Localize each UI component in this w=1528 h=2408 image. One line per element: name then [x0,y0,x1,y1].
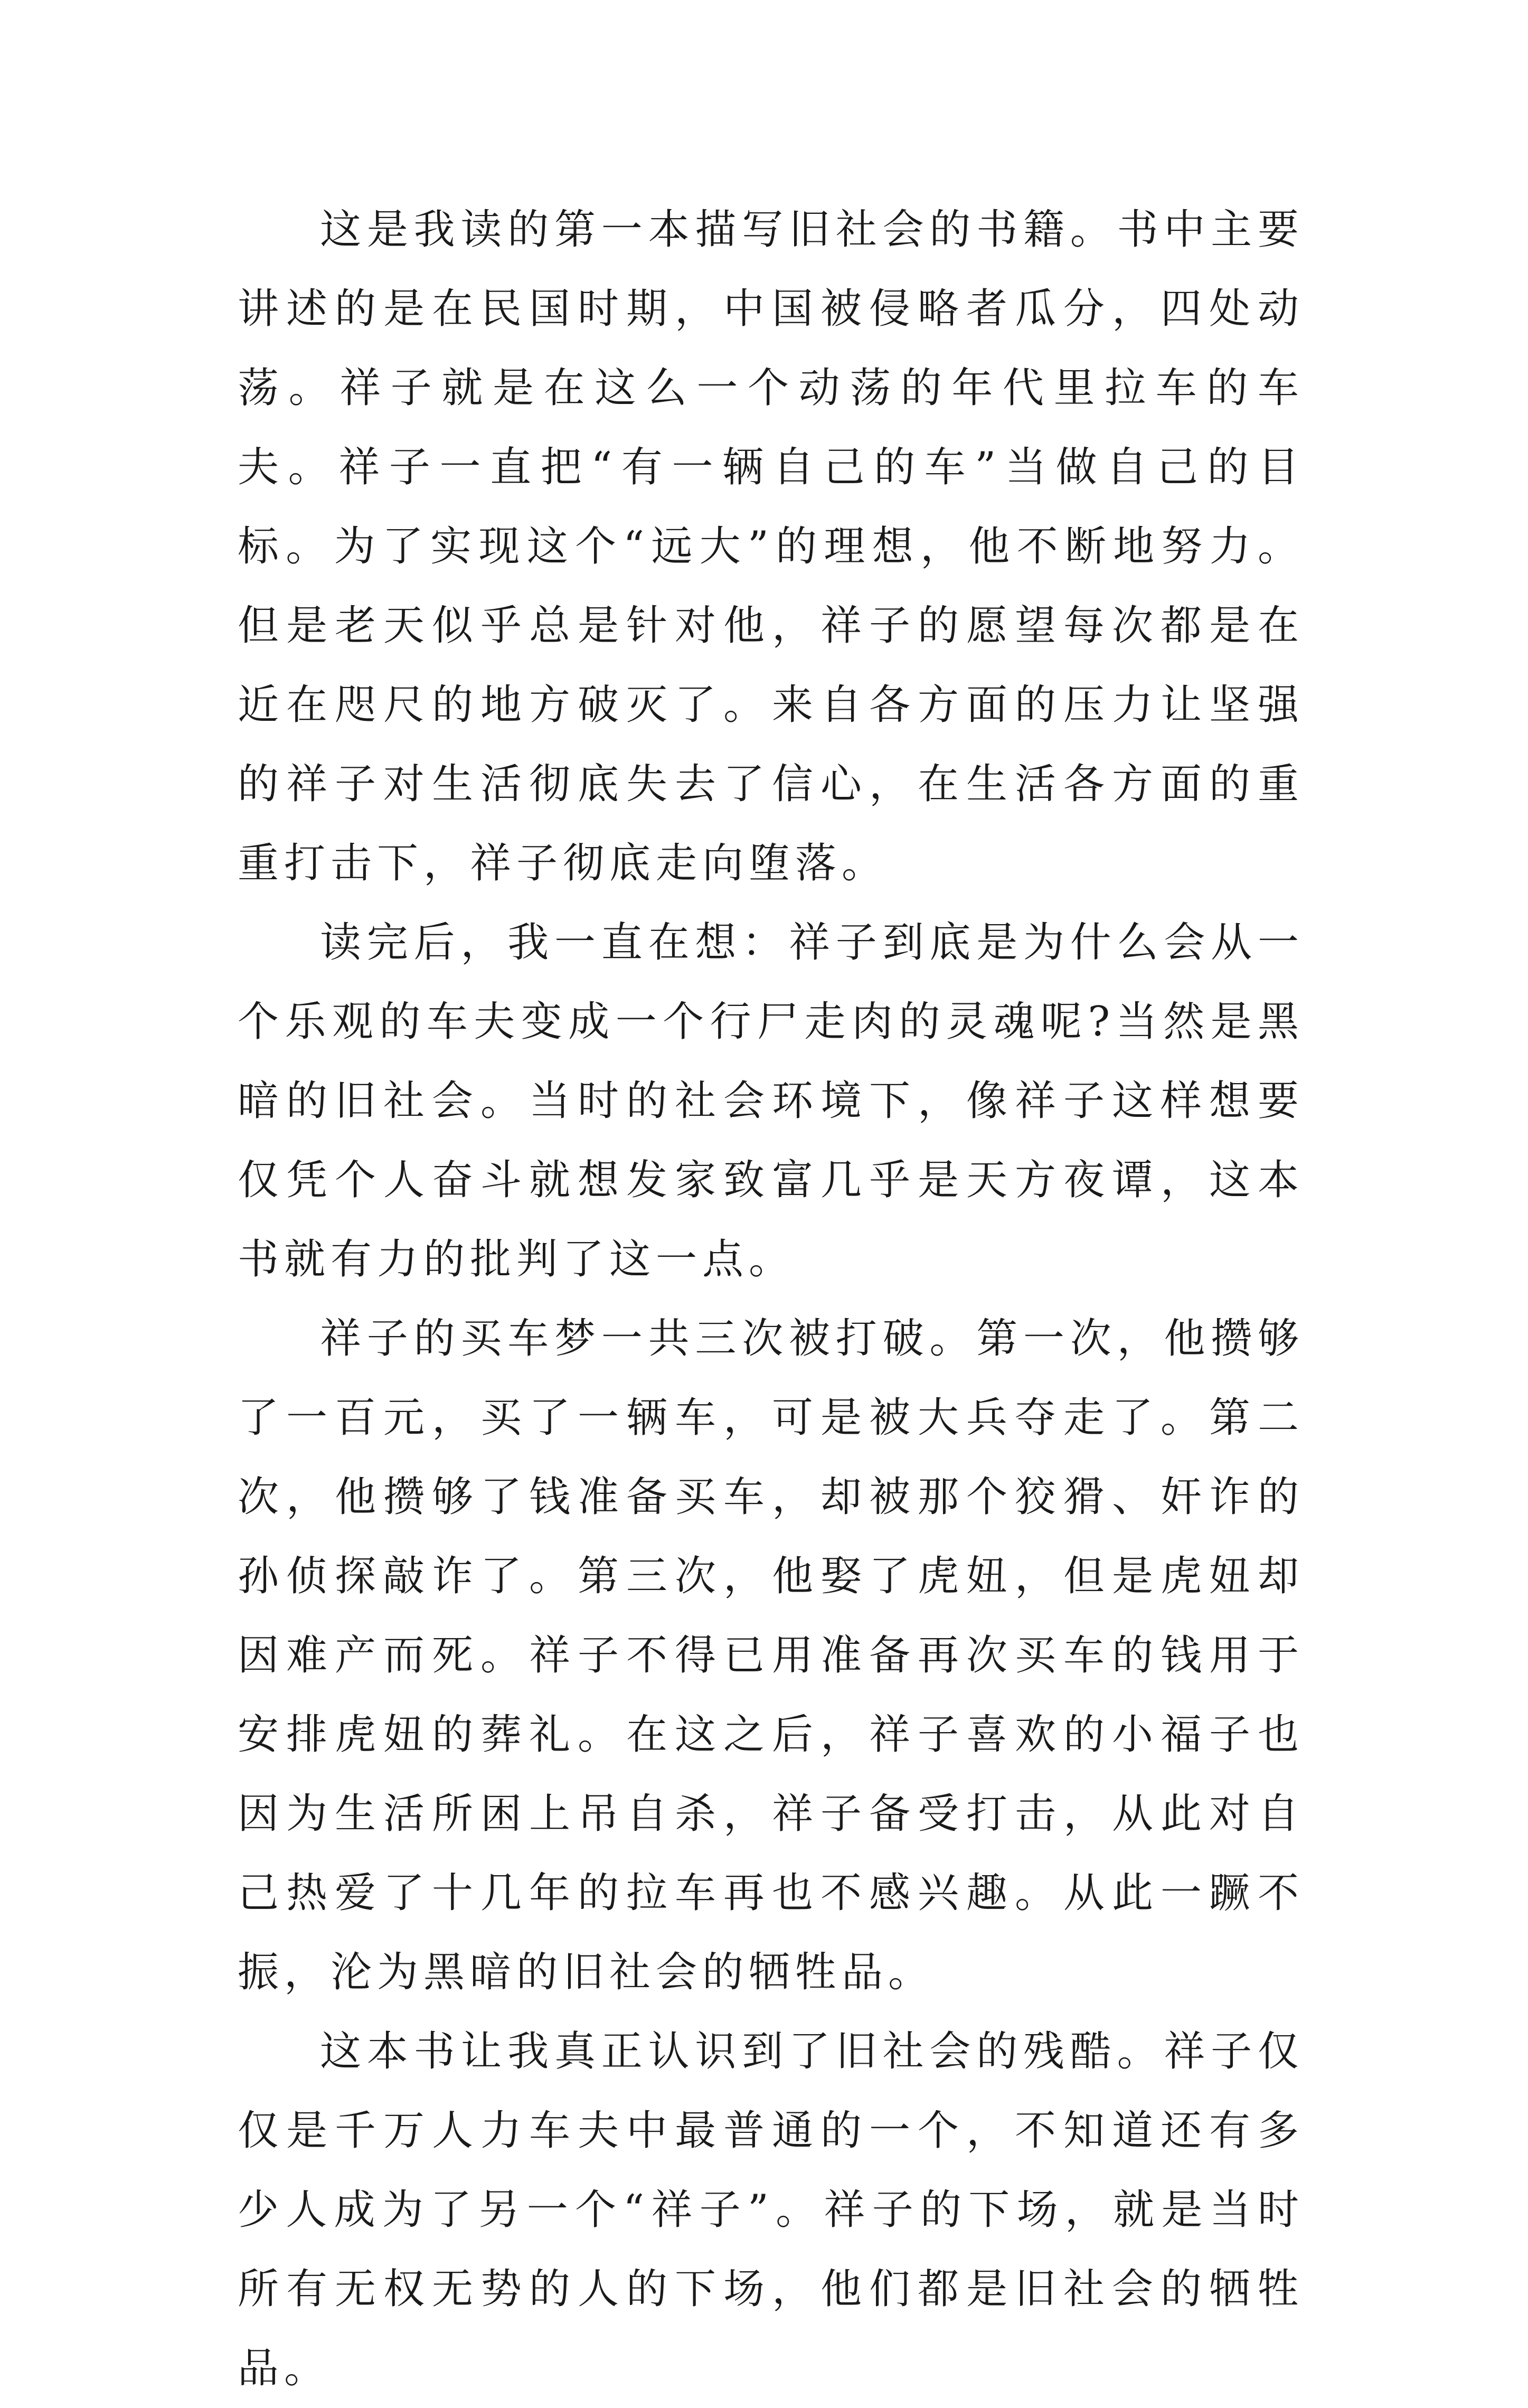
paragraph-1: 这是我读的第一本描写旧社会的书籍。书中主要讲述的是在民国时期，中国被侵略者瓜分，四处动荡。祥子就是在这么一个动荡的年代里拉车的车夫。祥子一直把“有一辆自己的车”当做自己的目标。为了实现这个“远大”的理想，他不断地努力。但是老天似乎总是针对他，祥子的愿望每次都是在近在咫尺的地方破灭了。来自各方面的压力让坚强的祥子对生活彻底失去了信心，在生活各方面的重重打击下，祥子彻底走向堕落。 [238,206,1304,887]
paragraph-4: 这本书让我真正认识到了旧社会的残酷。祥子仅仅是千万人力车夫中最普通的一个，不知道还有多少人成为了另一个“祥子”。祥子的下场，就是当时所有无权无势的人的下场，他们都是旧社会的牺牲品。 [238,2028,1304,2392]
paragraph-2: 读完后，我一直在想：祥子到底是为什么会从一个乐观的车夫变成一个行尸走肉的灵魂呢?当然是黑暗的旧社会。当时的社会环境下，像祥子这样想要仅凭个人奋斗就想发家致富几乎是天方夜谭，这本书就有力的批判了这一点。 [238,919,1304,1283]
document-body [238,190,1304,2408]
paragraph-3: 祥子的买车梦一共三次被打破。第一次，他攒够了一百元，买了一辆车，可是被大兵夺走了。第二次，他攒够了钱准备买车，却被那个狡猾、奸诈的孙侦探敲诈了。第三次，他娶了虎妞，但是虎妞却因难产而死。祥子不得已用准备再次买车的钱用于安排虎妞的葬礼。在这之后，祥子喜欢的小福子也因为生活所困上吊自杀，祥子备受打击，从此对自己热爱了十几年的拉车再也不感兴趣。从此一蹶不振，沦为黑暗的旧社会的牺牲品。 [238,1315,1304,1996]
